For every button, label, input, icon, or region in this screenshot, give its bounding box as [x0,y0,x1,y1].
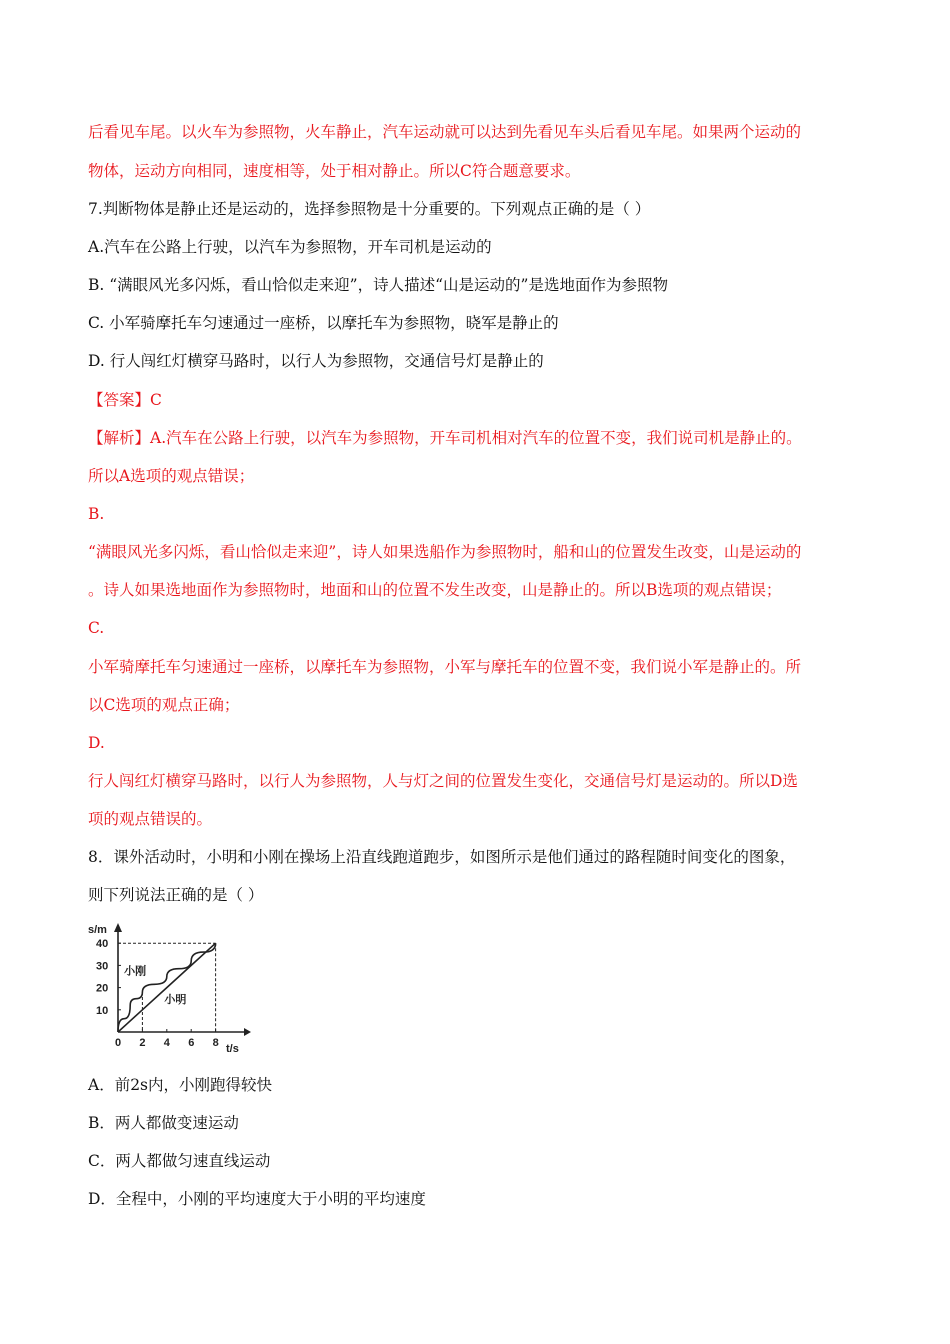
text-line: 【答案】C [88,391,162,409]
x-axis-arrow [244,1028,251,1036]
text-line: D. [88,734,105,752]
text-line: 7.判断物体是静止还是运动的，选择参照物是十分重要的。下列观点正确的是（ ） [88,200,651,218]
text-line: A.汽车在公路上行驶，以汽车为参照物，开车司机是运动的 [88,238,492,256]
option-b: B．两人都做变速运动 [88,1114,239,1132]
series-line [118,943,216,1032]
text-line: 所以A选项的观点错误； [88,467,255,485]
text-line: 物体，运动方向相同，速度相等，处于相对静止。所以C符合题意要求。 [88,162,581,180]
x-tick-label: 2 [139,1037,146,1049]
x-axis-label: t/s [226,1043,239,1055]
text-line: “满眼风光多闪烁，看山恰似走来迎”，诗人如果选船作为参照物时，船和山的位置发生改变，山是运动的 [88,543,802,561]
text-line: 行人闯红灯横穿马路时，以行人为参照物，人与灯之间的位置发生变化，交通信号灯是运动的。所以D选 [88,772,798,790]
y-tick-label: 10 [96,1004,109,1017]
option-c: C．两人都做匀速直线运动 [88,1152,271,1170]
text-line: D. 行人闯红灯横穿马路时，以行人为参照物，交通信号灯是静止的 [88,352,544,370]
x-tick-label: 4 [163,1037,170,1049]
y-tick-label: 40 [96,938,109,951]
text-line: 小军骑摩托车匀速通过一座桥，以摩托车为参照物，小军与摩托车的位置不变，我们说小军是静止的。所 [88,658,802,676]
text-line: 8．课外活动时，小明和小刚在操场上沿直线跑道跑步，如图所示是他们通过的路程随时间变化的图象， [88,848,796,866]
series-label-xiaogang: 小刚 [124,965,147,978]
y-tick-label: 20 [96,982,109,995]
option-d: D．全程中，小刚的平均速度大于小明的平均速度 [88,1190,426,1208]
text-line: C. 小军骑摩托车匀速通过一座桥，以摩托车为参照物，晓军是静止的 [88,314,559,332]
x-tick-label: 8 [212,1037,219,1049]
text-line: B. [88,505,105,523]
text-line: B. “满眼风光多闪烁，看山恰似走来迎”，诗人描述“山是运动的”是选地面作为参照物 [88,276,668,294]
text-line: C. [88,619,105,637]
y-axis-label: s/m [88,924,107,936]
series-label-xiaoming: 小明 [164,994,187,1007]
y-axis-arrow [114,923,122,932]
text-line: 后看见车尾。以火车为参照物，火车静止，汽车运动就可以达到先看见车头后看见车尾。如果两个运动的 [88,123,802,141]
x-tick-label: 0 [115,1037,122,1049]
x-tick-label: 6 [188,1037,195,1049]
text-line: 则下列说法正确的是（ ） [88,886,264,904]
distance-time-chart [86,920,256,1060]
y-tick-label: 30 [96,960,109,973]
text-line: 【解析】A.汽车在公路上行驶，以汽车为参照物，开车司机相对汽车的位置不变，我们说司机是静止的。 [88,429,802,447]
text-line: 项的观点错误的。 [88,810,213,828]
option-a: A．前2s内，小刚跑得较快 [88,1076,273,1094]
text-line: 以C选项的观点正确； [88,696,240,714]
text-line: 。诗人如果选地面作为参照物时，地面和山的位置不发生改变，山是静止的。所以B选项的观点错误； [88,581,782,599]
